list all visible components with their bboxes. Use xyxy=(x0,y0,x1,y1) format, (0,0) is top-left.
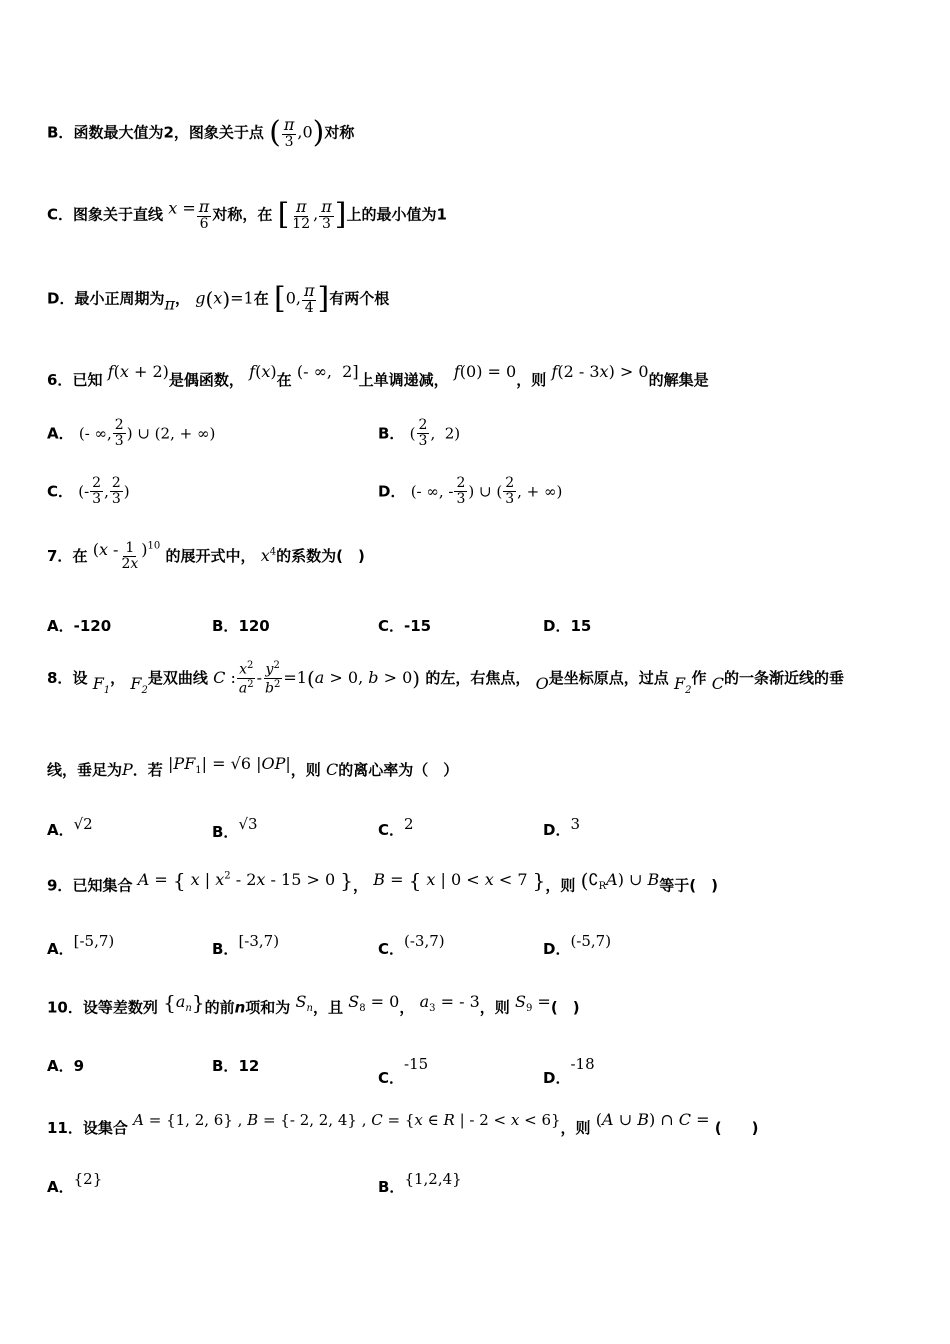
question-10: 10．设等差数列 $\{a_n\}$的前n项和为 $S_n$，且 $S_8 = 0$， $a_3$ = - 3，则 $S_9$ =( ) xyxy=(47,990,580,1017)
question-text: ， xyxy=(352,876,368,895)
option-label: A． xyxy=(47,821,74,839)
question-text: 设集合 xyxy=(82,1119,128,1137)
option-label: B． xyxy=(212,617,239,635)
option-text: -15 xyxy=(404,1055,429,1073)
option-text: ， xyxy=(174,289,190,308)
option-text: 3 xyxy=(570,815,580,833)
option-label: B． xyxy=(212,823,239,841)
option-text: -15 xyxy=(404,617,432,635)
question-number: 11． xyxy=(47,1119,83,1137)
q10-option-c[interactable] xyxy=(378,1055,428,1088)
question-text: 的解集是 xyxy=(648,371,709,389)
question-text: ， xyxy=(399,998,415,1017)
question-text: ．若 xyxy=(132,761,163,779)
option-text: 120 xyxy=(238,617,270,635)
option-text: 函数最大值为2，图象关于点 xyxy=(73,123,264,142)
question-6: 6．已知 f(x + 2)是偶函数， f(x)在 (- ∞, 2]上单调递减， f(0) = 0，则 f(2 - 3x) > 0的解集是 xyxy=(47,362,709,389)
option-text: 15 xyxy=(570,617,592,635)
option-label: B． xyxy=(212,1057,239,1075)
question-text: ，则 xyxy=(290,761,321,779)
question-text: 是坐标原点，过点 xyxy=(548,669,669,688)
question-text: 作 xyxy=(691,669,707,688)
question-text: ，则 xyxy=(545,876,576,895)
option-label: D． xyxy=(543,617,571,635)
option-text: 最小正周期为 xyxy=(74,289,165,308)
option-label: B． xyxy=(378,424,405,443)
q9-option-a[interactable] xyxy=(47,932,114,959)
question-text: 设等差数列 xyxy=(82,998,158,1017)
q7-option-c[interactable] xyxy=(378,615,431,636)
q11-option-b[interactable] xyxy=(378,1170,462,1197)
question-text: 的前 xyxy=(204,998,235,1017)
question-text: 的系数为( ) xyxy=(276,547,365,565)
option-text: {1,2,4} xyxy=(404,1170,462,1188)
option-text: 上的最小值为1 xyxy=(346,205,447,224)
option-label: C． xyxy=(378,1069,405,1087)
option-label: A． xyxy=(47,1057,74,1075)
option-label: D． xyxy=(543,821,571,839)
question-text: 的左，右焦点， xyxy=(425,669,531,688)
option-text: -18 xyxy=(570,1055,595,1073)
option-label: D． xyxy=(378,482,406,501)
option-text: 对称，在 xyxy=(212,205,273,224)
question-text: 在 xyxy=(72,547,88,565)
question-11: 11．设集合 A = {1, 2, 6} , B = {- 2, 2, 4} , C = {x ∈ R | - 2 < x < 6}，则 (A ∪ B) ∩ C = ( ) xyxy=(47,1110,759,1137)
question-text: 已知 xyxy=(72,371,103,389)
option-label: A． xyxy=(47,424,74,443)
option-text: 2 xyxy=(404,815,414,833)
question-number: 9． xyxy=(47,876,73,895)
question-text: 的展开式中， xyxy=(165,547,256,565)
question-text: ( ) xyxy=(550,998,580,1017)
option-label: C． xyxy=(378,821,405,839)
question-text: ， xyxy=(110,669,126,688)
question-text: ，则 xyxy=(516,371,547,389)
q7-option-d[interactable] xyxy=(543,615,591,636)
option-label: C． xyxy=(378,617,405,635)
question-text: n xyxy=(234,998,246,1017)
option-label: B． xyxy=(47,123,74,142)
q10-option-b[interactable] xyxy=(212,1055,259,1076)
question-text: 的一条渐近线的垂 xyxy=(723,669,844,688)
q7-option-b[interactable] xyxy=(212,615,270,636)
option-label: D． xyxy=(47,289,75,308)
question-text: 线，垂足为 xyxy=(47,761,123,779)
question-text: 项和为 xyxy=(245,998,291,1017)
question-number: 7． xyxy=(47,547,73,565)
q8-option-a[interactable] xyxy=(47,815,93,840)
question-number: 6． xyxy=(47,371,73,389)
option-label: D． xyxy=(543,1069,571,1087)
question-text: ( ) xyxy=(714,1119,759,1137)
q9-option-b[interactable] xyxy=(212,932,279,959)
question-text: 已知集合 xyxy=(72,876,133,895)
q10-option-d[interactable] xyxy=(543,1055,595,1088)
option-text: 图象关于直线 xyxy=(73,205,164,224)
question-text: 是双曲线 xyxy=(147,669,208,688)
question-text: ，则 xyxy=(560,1119,591,1137)
prev-option-b: B．函数最大值为2，图象关于点 ( $\frac{\pi}{3}$ ,0)对称 xyxy=(47,114,355,150)
q7-option-a[interactable] xyxy=(47,615,111,636)
option-label: A． xyxy=(47,1178,74,1196)
question-text: ，则 xyxy=(479,998,510,1017)
question-number: 10． xyxy=(47,998,83,1017)
option-text: √2 xyxy=(73,815,93,833)
option-text: 对称 xyxy=(324,123,355,142)
question-7: 7．在 (x - $\frac{1}{2x}$ )$^{10}$ 的展开式中， $x^4$的系数为( ) xyxy=(47,539,365,572)
option-label: A． xyxy=(47,940,74,958)
q6-option-b[interactable]: B． ( $\frac{2}{3}$ , 2) xyxy=(378,417,461,450)
question-8: 8．设 $F_1$， $F_2$是双曲线 C : $\frac{x^2}{a^2}$ - $\frac{y^2}{b^2}$ =1(a > 0, b > 0) 的左，右焦点， O是坐标原点，过点 $F_2$作 C的一条渐近线的垂 xyxy=(47,660,844,697)
q9-option-d[interactable] xyxy=(543,932,611,959)
q6-option-a[interactable]: A． (- ∞, $\frac{2}{3}$ ) ∪ (2, + ∞) xyxy=(47,417,216,450)
q9-option-c[interactable] xyxy=(378,932,445,959)
question-text: ，且 xyxy=(312,998,343,1017)
option-text: {2} xyxy=(73,1170,103,1188)
prev-option-c: C．图象关于直线 x = $\frac{\pi}{6}$ 对称，在 [ $\frac{\pi}{12}$ , $\frac{\pi}{3}$ ]上的最小值为1 xyxy=(47,196,447,232)
option-text: (-5,7) xyxy=(570,932,612,950)
q8-option-b[interactable] xyxy=(212,815,258,842)
option-text: 12 xyxy=(238,1057,260,1075)
question-text: 等于( ) xyxy=(659,876,719,895)
question-number: 8． xyxy=(47,669,73,688)
question-text: 的离心率为（ ） xyxy=(338,761,459,779)
option-text: -120 xyxy=(73,617,112,635)
option-text: [-5,7) xyxy=(73,932,115,950)
q6-option-d[interactable]: D． (- ∞, - $\frac{2}{3}$ ) ∪ ( $\frac{2}{3}$ , + ∞) xyxy=(378,475,563,508)
option-text: (-3,7) xyxy=(404,932,445,950)
q10-option-a[interactable] xyxy=(47,1055,84,1076)
option-text: 有两个根 xyxy=(329,289,390,308)
question-text: 在 xyxy=(276,371,292,389)
q11-option-a[interactable] xyxy=(47,1170,102,1197)
prev-option-d: D．最小正周期为π， g(x)=1在 [0, $\frac{\pi}{4}$ ]有两个根 xyxy=(47,280,390,316)
option-label: C． xyxy=(47,482,74,501)
q6-option-c[interactable]: C． (- $\frac{2}{3}$ , $\frac{2}{3}$ ) xyxy=(47,475,130,508)
question-9: 9．已知集合 A = { x | $x^2 - 2x - 15 > 0$ }， B = { x | 0 < x < 7 }，则 $(∁_RA)$ ∪ B等于( ) xyxy=(47,868,719,895)
option-label: A． xyxy=(47,617,74,635)
q8-option-c[interactable] xyxy=(378,815,414,840)
option-label: D． xyxy=(543,940,571,958)
option-label: B． xyxy=(378,1178,405,1196)
option-text: [-3,7) xyxy=(238,932,280,950)
option-label: C． xyxy=(47,205,74,224)
q8-option-d[interactable] xyxy=(543,815,580,840)
question-8-line-2: 线，垂足为P．若 $|PF_1| = √6$ |OP|，则 C的离心率为（ ） xyxy=(47,754,459,779)
option-text: 9 xyxy=(73,1057,85,1075)
option-label: B． xyxy=(212,940,239,958)
question-text: 设 xyxy=(72,669,88,688)
option-label: C． xyxy=(378,940,405,958)
question-text: 上单调递减， xyxy=(358,371,449,389)
option-text: 在 xyxy=(253,289,269,308)
option-text: √3 xyxy=(238,815,258,833)
question-text: 是偶函数， xyxy=(168,371,244,389)
